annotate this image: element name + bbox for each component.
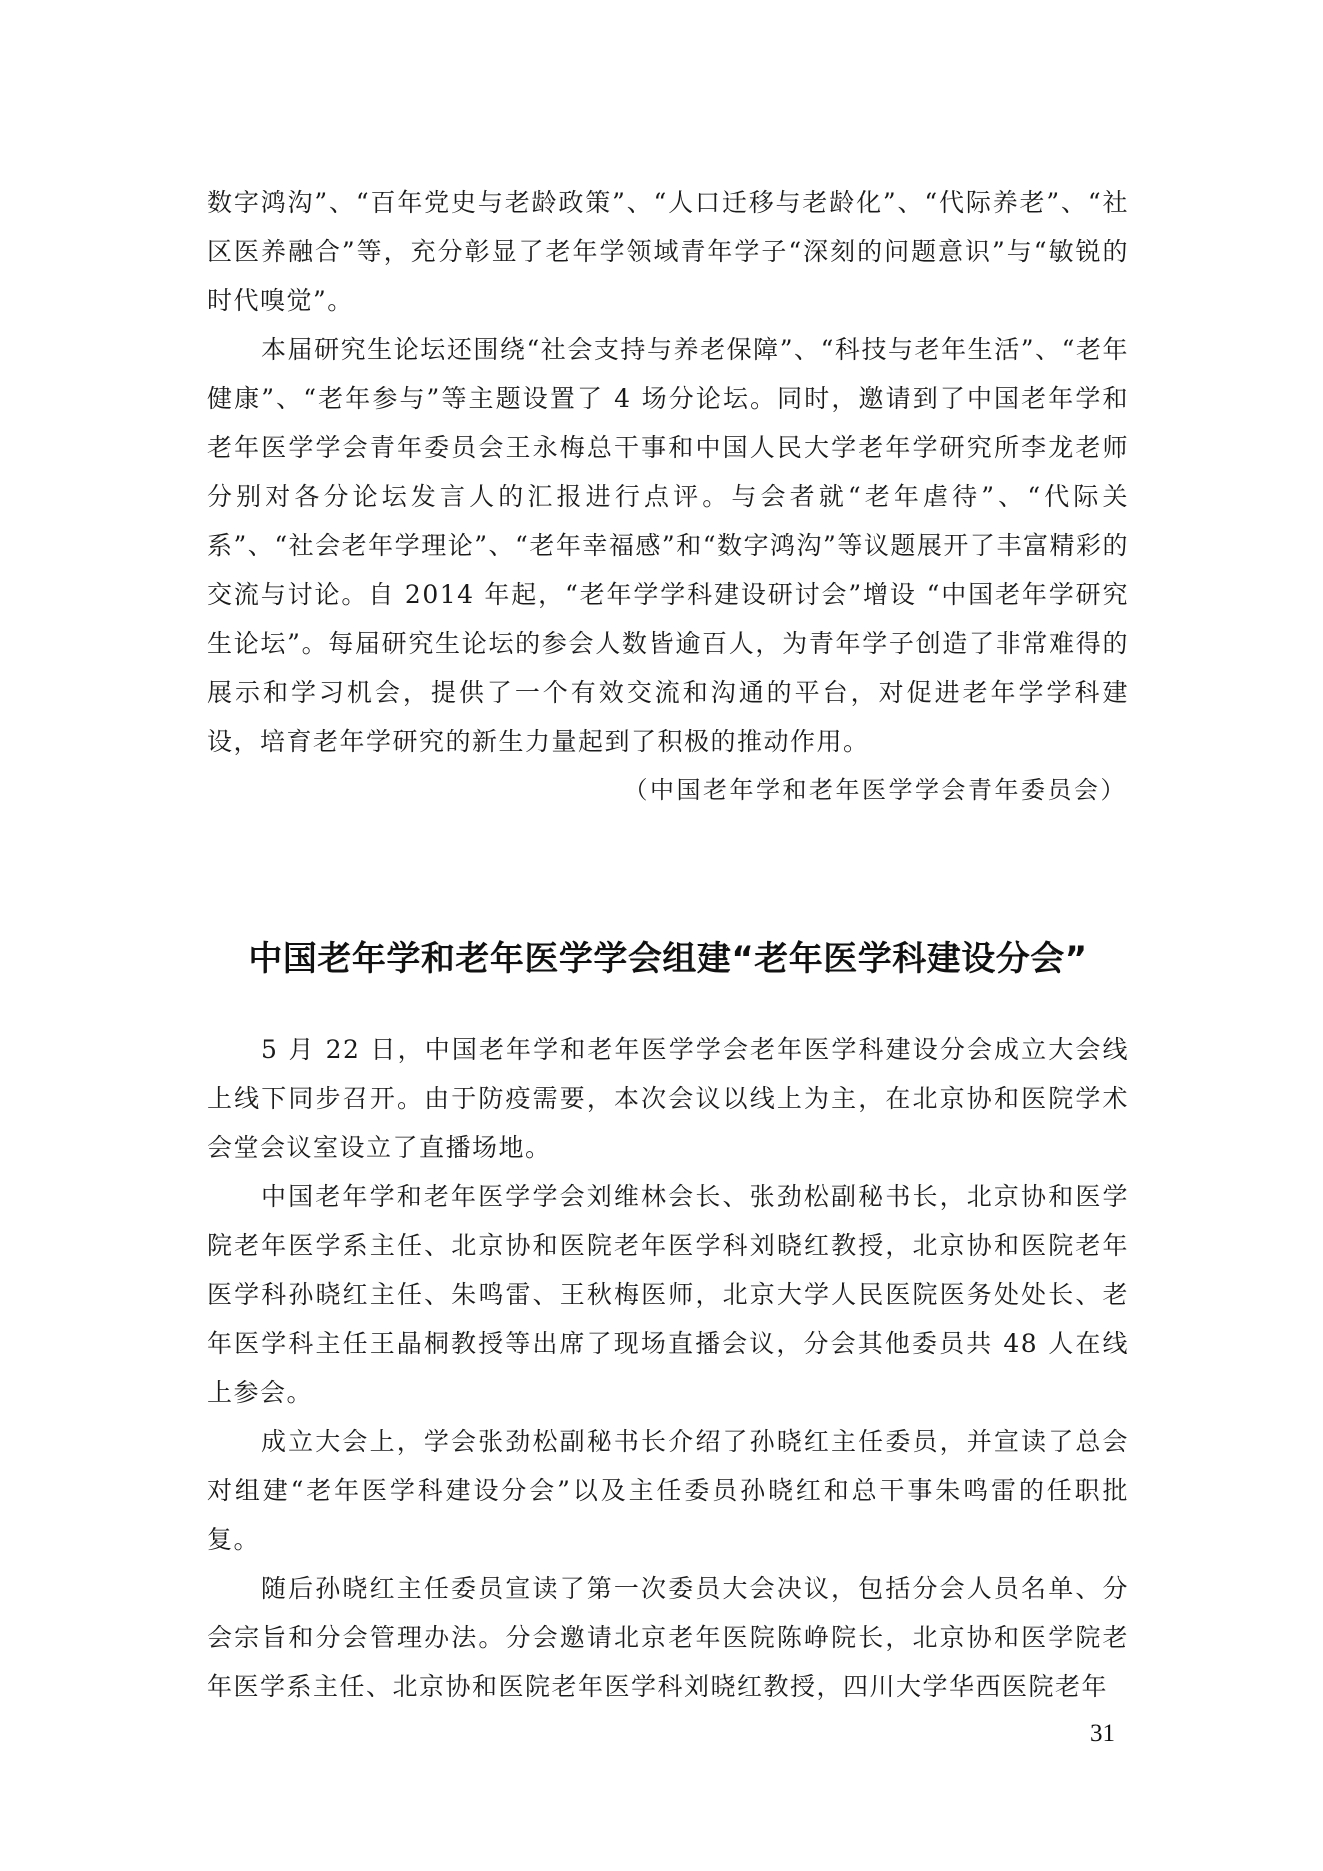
article-1-signature: （中国老年学和老年医学学会青年委员会） (623, 776, 1127, 804)
article-2-title: 中国老年学和老年医学学会组建“老年医学科建设分会” (248, 939, 1088, 979)
paragraph-2: 本届研究生论坛还围绕“社会支持与养老保障”、“科技与老年生活”、“老年健康”、“老年参与”等主题设置了 4 场分论坛。同时，邀请到了中国老年学和老年医学学会青年委员会王永梅总干事和中国人民大学老年学研究所李龙老师分别对各分论坛发言人的汇报进行点评。与会者就“老年虐待”、“代际关系”、“社会老年学理论”、“老年幸福感”和“数字鸿沟”等议题展开了丰富精彩的交流与讨论。自 2014 年起，“老年学学科建设研讨会”增设 “中国老年学研究生论坛”。每届研究生论坛的参会人数皆逾百人，为青年学子创造了非常难得的展示和学习机会，提供了一个有效交流和沟通的平台，对促进老年学学科建设，培育老年学研究的新生力量起到了积极的推动作用。 (207, 335, 1129, 756)
paragraph-5: 成立大会上，学会张劲松副秘书长介绍了孙晓红主任委员，并宣读了总会对组建“老年医学科建设分会”以及主任委员孙晓红和总干事朱鸣雷的任职批复。 (207, 1427, 1129, 1554)
page-number: 31 (1090, 1720, 1115, 1747)
article-1-continuation (207, 178, 1129, 815)
paragraph-4: 中国老年学和老年医学学会刘维林会长、张劲松副秘书长，北京协和医学院老年医学系主任、北京协和医院老年医学科刘晓红教授，北京协和医院老年医学科孙晓红主任、朱鸣雷、王秋梅医师，北京大学人民医院医务处处长、老年医学科主任王晶桐教授等出席了现场直播会议，分会其他委员共 48 人在线上参会。 (207, 1182, 1129, 1407)
article-2-body (207, 1025, 1129, 1711)
paragraph-6: 随后孙晓红主任委员宣读了第一次委员大会决议，包括分会人员名单、分会宗旨和分会管理办法。分会邀请北京老年医院陈峥院长，北京协和医学院老年医学系主任、北京协和医院老年医学科刘晓红教授，四川大学华西医院老年 (207, 1574, 1129, 1701)
paragraph-3: 5 月 22 日，中国老年学和老年医学学会老年医学科建设分会成立大会线上线下同步召开。由于防疫需要，本次会议以线上为主，在北京协和医院学术会堂会议室设立了直播场地。 (207, 1035, 1129, 1162)
paragraph-1: 数字鸿沟”、“百年党史与老龄政策”、“人口迁移与老龄化”、“代际养老”、“社区医养融合”等，充分彰显了老年学领域青年学子“深刻的问题意识”与“敏锐的时代嗅觉”。 (207, 188, 1129, 315)
